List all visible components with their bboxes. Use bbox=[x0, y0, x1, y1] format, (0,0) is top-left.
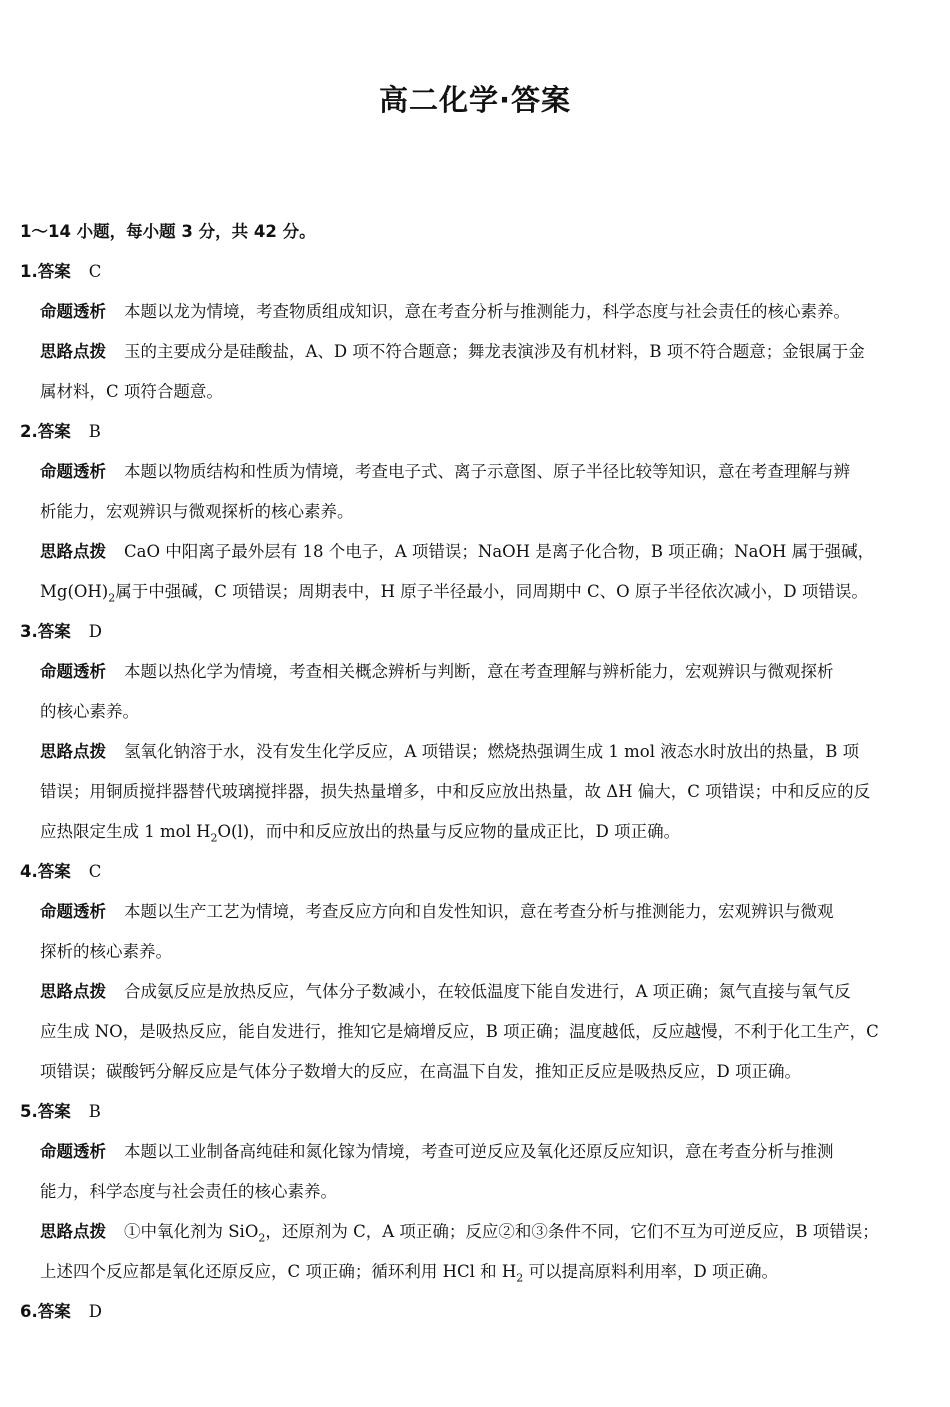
insight-label: 命题透析 bbox=[40, 1142, 106, 1161]
answer-line-q4 bbox=[20, 852, 932, 892]
hint-q4-cont: 应生成 NO，是吸热反应，能自发进行，推知它是熵增反应，B 项正确；温度越低，反应越慢，不利于化工生产，C bbox=[40, 1022, 879, 1041]
insight-q2-cont: 析能力，宏观辨识与微观探析的核心素养。 bbox=[40, 502, 354, 521]
insight-label: 命题透析 bbox=[40, 462, 106, 481]
answer-line-q5 bbox=[20, 1092, 932, 1132]
hint-text: CaO 中阳离子最外层有 18 个电子，A 项错误；NaOH 是离子化合物，B 项正确；NaOH 属于强碱， bbox=[124, 542, 875, 561]
hint-q3-cont2 bbox=[20, 812, 932, 852]
hint-text: Mg(OH) bbox=[40, 582, 109, 601]
insight-q2 bbox=[20, 452, 932, 492]
insight-text: 本题以龙为情境，考查物质组成知识，意在考查分析与推测能力，科学态度与社会责任的核心素养。 bbox=[124, 302, 850, 321]
insight-q1 bbox=[20, 292, 932, 332]
hint-text: 氢氧化钠溶于水，没有发生化学反应，A 项错误；燃烧热强调生成 1 mol 液态水时放出的热量，B 项 bbox=[124, 742, 860, 761]
answer-line-q2 bbox=[20, 412, 932, 452]
insight-text: 本题以热化学为情境，考查相关概念辨析与判断，意在考查理解与辨析能力，宏观辨识与微观探析 bbox=[124, 662, 834, 681]
hint-q5-cont bbox=[20, 1252, 932, 1292]
hint-q1-cont: 属材料，C 项符合题意。 bbox=[40, 382, 223, 401]
insight-text: 本题以工业制备高纯硅和氮化镓为情境，考查可逆反应及氧化还原反应知识，意在考查分析与推测 bbox=[124, 1142, 834, 1161]
hint-label: 思路点拨 bbox=[40, 982, 106, 1001]
insight-q4-cont: 探析的核心素养。 bbox=[40, 942, 172, 961]
question-number: 4. bbox=[20, 862, 38, 881]
hint-label: 思路点拨 bbox=[40, 742, 106, 761]
hint-q2 bbox=[20, 532, 932, 572]
answer-value: D bbox=[88, 1302, 102, 1321]
hint-text: 上述四个反应都是氧化还原反应，C 项正确；循环利用 HCl 和 H bbox=[40, 1262, 517, 1281]
subscript: 2 bbox=[258, 1231, 266, 1245]
question-number: 6. bbox=[20, 1302, 38, 1321]
hint-q4 bbox=[20, 972, 932, 1012]
hint-text: ，还原剂为 C，A 项正确；反应②和③条件不同，它们不互为可逆反应，B 项错误； bbox=[265, 1222, 879, 1241]
insight-text: 本题以物质结构和性质为情境，考查电子式、离子示意图、原子半径比较等知识，意在考查理解与辨 bbox=[124, 462, 850, 481]
hint-label: 思路点拨 bbox=[40, 342, 106, 361]
question-number: 1. bbox=[20, 262, 38, 281]
insight-q3-cont: 的核心素养。 bbox=[40, 702, 139, 721]
hint-q3-cont: 错误；用铜质搅拌器替代玻璃搅拌器，损失热量增多，中和反应放出热量，故 ΔH 偏大，C 项错误；中和反应的反 bbox=[40, 782, 871, 801]
answer-value: B bbox=[88, 1102, 101, 1121]
answer-label: 答案 bbox=[37, 262, 71, 281]
answer-label: 答案 bbox=[37, 1102, 71, 1121]
question-number: 5. bbox=[20, 1102, 38, 1121]
subscript: 2 bbox=[210, 831, 218, 845]
insight-q5 bbox=[20, 1132, 932, 1172]
hint-text: ①中氧化剂为 SiO bbox=[124, 1222, 259, 1241]
answer-label: 答案 bbox=[37, 622, 71, 641]
hint-text: 玉的主要成分是硅酸盐，A、D 项不符合题意；舞龙表演涉及有机材料，B 项不符合题意；金银属于金 bbox=[124, 342, 865, 361]
insight-text: 本题以生产工艺为情境，考查反应方向和自发性知识，意在考查分析与推测能力，宏观辨识与微观 bbox=[124, 902, 834, 921]
subscript: 2 bbox=[108, 591, 116, 605]
hint-q4-cont2: 项错误；碳酸钙分解反应是气体分子数增大的反应，在高温下自发，推知正反应是吸热反应，D 项正确。 bbox=[40, 1062, 801, 1081]
insight-label: 命题透析 bbox=[40, 902, 106, 921]
answer-label: 答案 bbox=[37, 862, 71, 881]
hint-q3 bbox=[20, 732, 932, 772]
question-number: 3. bbox=[20, 622, 38, 641]
answer-line-q6 bbox=[20, 1292, 932, 1332]
subscript: 2 bbox=[516, 1271, 524, 1285]
hint-label: 思路点拨 bbox=[40, 1222, 106, 1241]
insight-label: 命题透析 bbox=[40, 662, 106, 681]
answer-value: C bbox=[88, 862, 102, 881]
hint-label: 思路点拨 bbox=[40, 542, 106, 561]
insight-label: 命题透析 bbox=[40, 302, 106, 321]
hint-q5 bbox=[20, 1212, 932, 1252]
hint-text: 应热限定生成 1 mol H bbox=[40, 822, 211, 841]
answer-value: B bbox=[88, 422, 101, 441]
hint-text: 合成氨反应是放热反应，气体分子数减小，在较低温度下能自发进行，A 项正确；氮气直接与氧气反 bbox=[124, 982, 851, 1001]
answer-line-q3 bbox=[20, 612, 932, 652]
hint-text: 可以提高原料利用率，D 项正确。 bbox=[523, 1262, 779, 1281]
question-number: 2. bbox=[20, 422, 38, 441]
answer-value: C bbox=[88, 262, 102, 281]
hint-text: 属于中强碱，C 项错误；周期表中，H 原子半径最小，同周期中 C、O 原子半径依次减小，D 项错误。 bbox=[115, 582, 868, 601]
answer-label: 答案 bbox=[37, 422, 71, 441]
answer-line-q1 bbox=[20, 252, 932, 292]
hint-q2-cont bbox=[20, 572, 932, 612]
scoring-intro: 1～14 小题，每小题 3 分，共 42 分。 bbox=[20, 222, 316, 241]
answer-value: D bbox=[88, 622, 102, 641]
hint-q1 bbox=[20, 332, 932, 372]
insight-q4 bbox=[20, 892, 932, 932]
answer-content bbox=[20, 212, 932, 1332]
hint-text: O(l)，而中和反应放出的热量与反应物的量成正比，D 项正确。 bbox=[217, 822, 681, 841]
insight-q3 bbox=[20, 652, 932, 692]
insight-q5-cont: 能力，科学态度与社会责任的核心素养。 bbox=[40, 1182, 337, 1201]
answer-label: 答案 bbox=[37, 1302, 71, 1321]
page-title: 高二化学·答案 bbox=[378, 83, 572, 117]
